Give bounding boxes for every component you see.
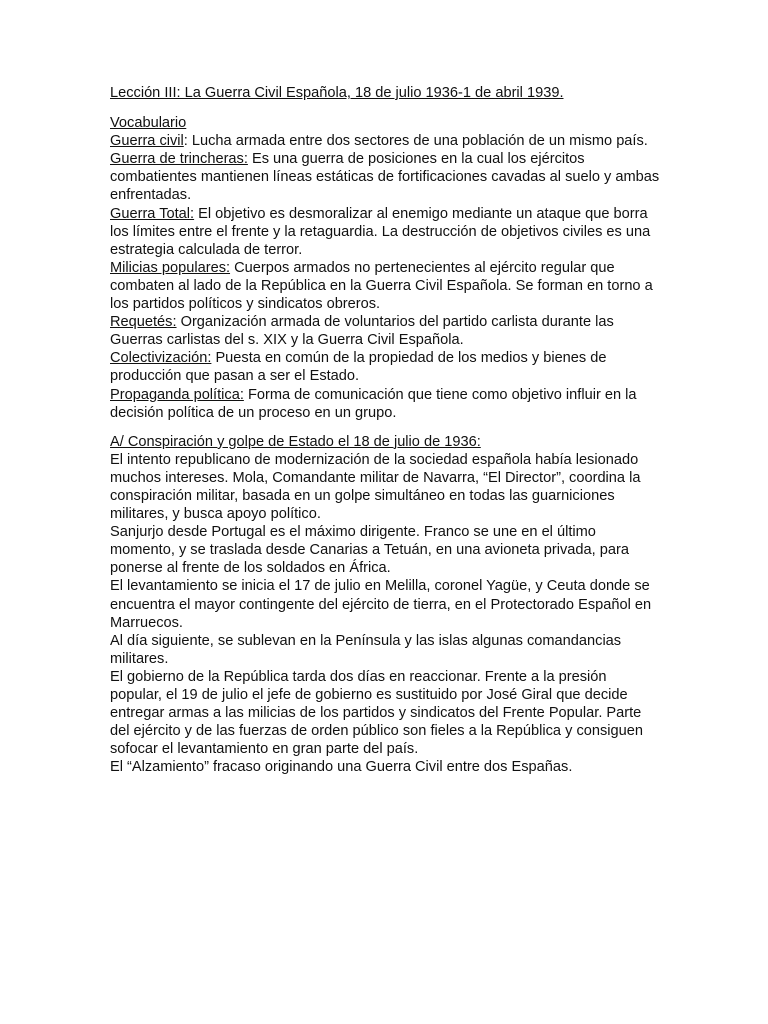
section-a-paragraph: Al día siguiente, se sublevan en la Península y las islas algunas comandancias militares. (110, 632, 622, 667)
vocab-term: Requetés: (110, 314, 177, 331)
vocab-definition: El objetivo es desmoralizar al enemigo mediante un ataque que borra los límites entre el frente y la retaguardia. La destrucción de objetivos civiles es una estrategia calculada de terror. (110, 205, 651, 258)
vocab-entry (110, 150, 660, 204)
vocab-definition: Lucha armada entre dos sectores de una población de un mismo país. (191, 133, 648, 150)
vocab-term: Colectivización: (110, 350, 212, 367)
vocab-term: Guerra civil (110, 133, 184, 150)
section-a-paragraph: Sanjurjo desde Portugal es el máximo dirigente. Franco se une en el último momento, y se traslada desde Canarias a Tetuán, en una avioneta privada, para ponerse al frente de los soldados en África. (110, 524, 629, 577)
document-body (110, 84, 660, 776)
section-a-paragraph: El “Alzamiento” fracaso originando una Guerra Civil entre dos Españas. (110, 759, 573, 776)
vocab-separator: : (183, 133, 192, 150)
vocab-entry (110, 259, 660, 313)
vocab-term: Propaganda política: (110, 386, 244, 403)
vocab-entry (110, 349, 660, 385)
vocab-entry (110, 132, 660, 150)
section-a-heading: A/ Conspiración y golpe de Estado el 18 de julio de 1936: (110, 433, 481, 450)
lesson-title: Lección III: La Guerra Civil Española, 18 de julio 1936-1 de abril 1939. (110, 85, 564, 101)
vocab-definition: Organización armada de voluntarios del partido carlista durante las Guerras carlistas del s. XIX y la Guerra Civil Española. (110, 314, 614, 349)
vocab-term: Milicias populares: (110, 259, 231, 276)
vocab-entry (110, 386, 660, 422)
vocab-definition: Cuerpos armados no pertenecientes al ejército regular que combaten al lado de la República en la Guerra Civil Española. Se forman en torno a los partidos políticos y sindicatos obreros. (110, 259, 653, 313)
vocab-entry (110, 313, 660, 349)
vocab-definition: Puesta en común de la propiedad de los medios y bienes de producción que pasan a ser el Estado. (110, 350, 607, 385)
vocab-definition: Forma de comunicación que tiene como objetivo influir en la decisión política de un proceso en un grupo. (110, 386, 637, 421)
section-a-paragraph: El levantamiento se inicia el 17 de julio en Melilla, coronel Yagüe, y Ceuta donde se encuentra el mayor contingente del ejército de tierra, en el Protectorado Español en Marruecos. (110, 578, 652, 631)
vocab-term: Guerra Total: (110, 205, 195, 222)
vocab-entry (110, 205, 660, 259)
vocab-term: Guerra de trincheras: (110, 151, 248, 168)
section-a-paragraph: El gobierno de la República tarda dos días en reaccionar. Frente a la presión popular, el 19 de julio el jefe de gobierno es sustituido por José Giral que decide entregar armas a las milicias de los partidos y sindicatos del Frente Popular. Parte del ejército y de las fuerzas de orden público son fieles a la República y consiguen sofocar el levantamiento en gran parte del país. (110, 668, 643, 758)
section-a-paragraph: El intento republicano de modernización de la sociedad española había lesionado muchos intereses. Mola, Comandante militar de Navarra, “El Director”, coordina la conspiración militar, basada en un golpe simultáneo en todas las guarniciones militares, y busca apoyo político. (110, 451, 641, 523)
vocabulary-heading: Vocabulario (110, 115, 187, 132)
vocab-definition: Es una guerra de posiciones en la cual los ejércitos combatientes mantienen líneas estáticas de fortificaciones cavadas al suelo y ambas enfrentadas. (110, 151, 660, 204)
